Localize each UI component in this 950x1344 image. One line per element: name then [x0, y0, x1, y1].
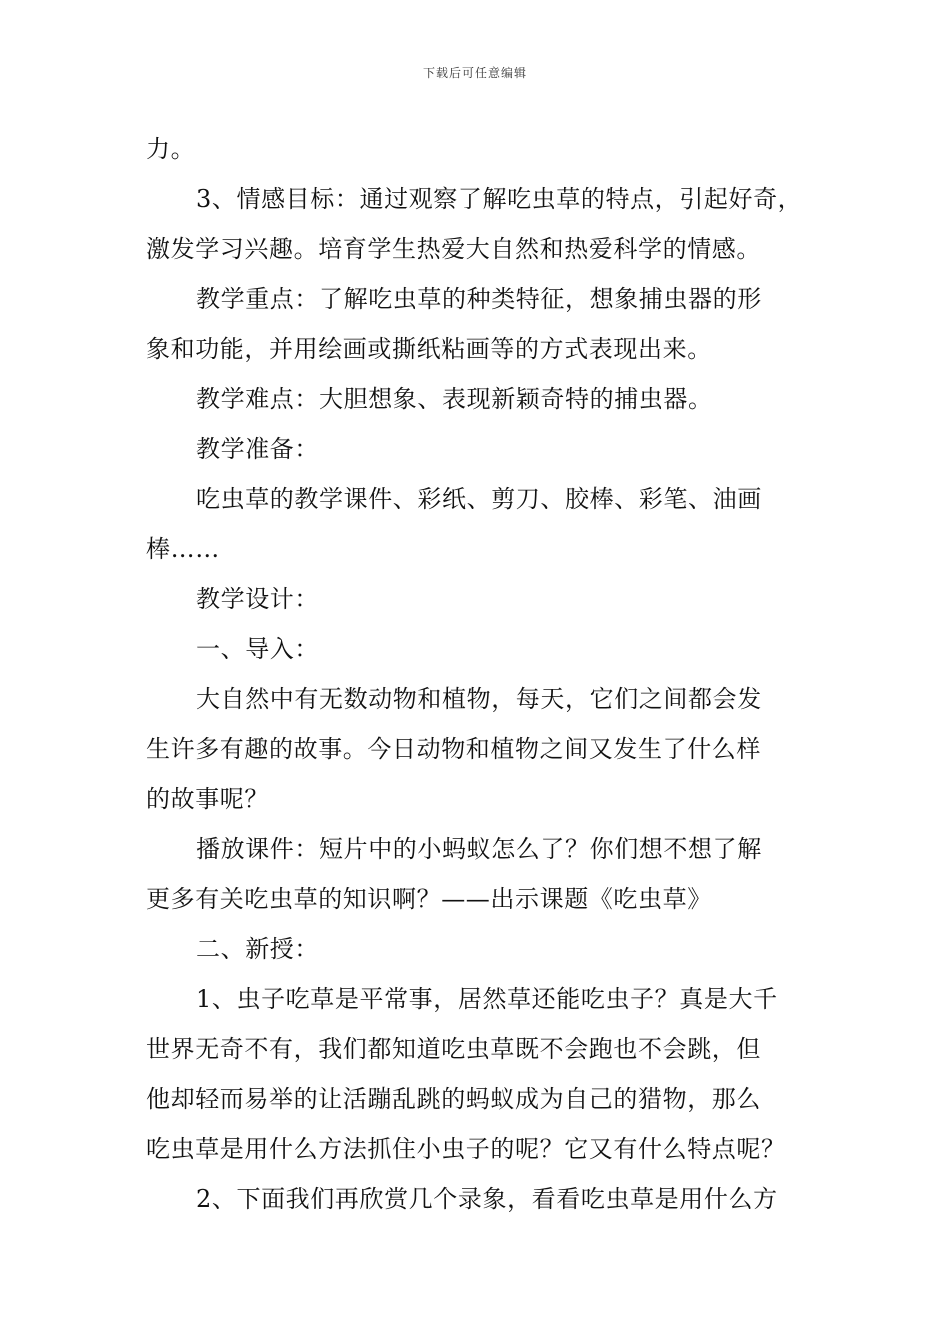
text-line: 更多有关吃虫草的知识啊？——出示课题《吃虫草》: [146, 885, 712, 913]
text-line: 2、下面我们再欣赏几个录象，看看吃虫草是用什么方: [196, 1185, 778, 1213]
text-line: 教学难点：大胆想象、表现新颖奇特的捕虫器。: [196, 385, 713, 413]
text-line: 象和功能，并用绘画或撕纸粘画等的方式表现出来。: [146, 335, 712, 363]
document-body: [146, 124, 808, 1224]
text-line: 吃虫草是用什么方法抓住小虫子的呢？它又有什么特点呢？: [146, 1135, 786, 1163]
text-line: 力。: [146, 135, 196, 163]
text-line: 教学准备：: [196, 435, 319, 463]
text-line: 吃虫草的教学课件、彩纸、剪刀、胶棒、彩笔、油画: [196, 485, 762, 513]
page-header: 下载后可任意编辑: [422, 66, 527, 80]
text-line: 大自然中有无数动物和植物，每天，它们之间都会发: [196, 685, 762, 713]
text-line: 世界无奇不有，我们都知道吃虫草既不会跑也不会跳，但: [146, 1035, 761, 1063]
text-line: 二、新授：: [196, 935, 319, 963]
text-line: 教学重点：了解吃虫草的种类特征，想象捕虫器的形: [196, 285, 762, 313]
text-line: 1、虫子吃草是平常事，居然草还能吃虫子？真是大千: [196, 985, 778, 1013]
text-line: 他却轻而易举的让活蹦乱跳的蚂蚁成为自己的猎物，那么: [146, 1085, 761, 1113]
text-line: 棒……: [146, 535, 220, 563]
text-line: 播放课件：短片中的小蚂蚁怎么了？你们想不想了解: [196, 835, 762, 863]
text-line: 的故事呢？: [146, 785, 269, 813]
text-line: 3、情感目标：通过观察了解吃虫草的特点，引起好奇，: [196, 185, 803, 213]
text-line: 生许多有趣的故事。今日动物和植物之间又发生了什么样: [146, 735, 761, 763]
text-line: 一、导入：: [196, 635, 319, 663]
text-line: 教学设计：: [196, 585, 319, 613]
text-line: 激发学习兴趣。培育学生热爱大自然和热爱科学的情感。: [146, 235, 761, 263]
